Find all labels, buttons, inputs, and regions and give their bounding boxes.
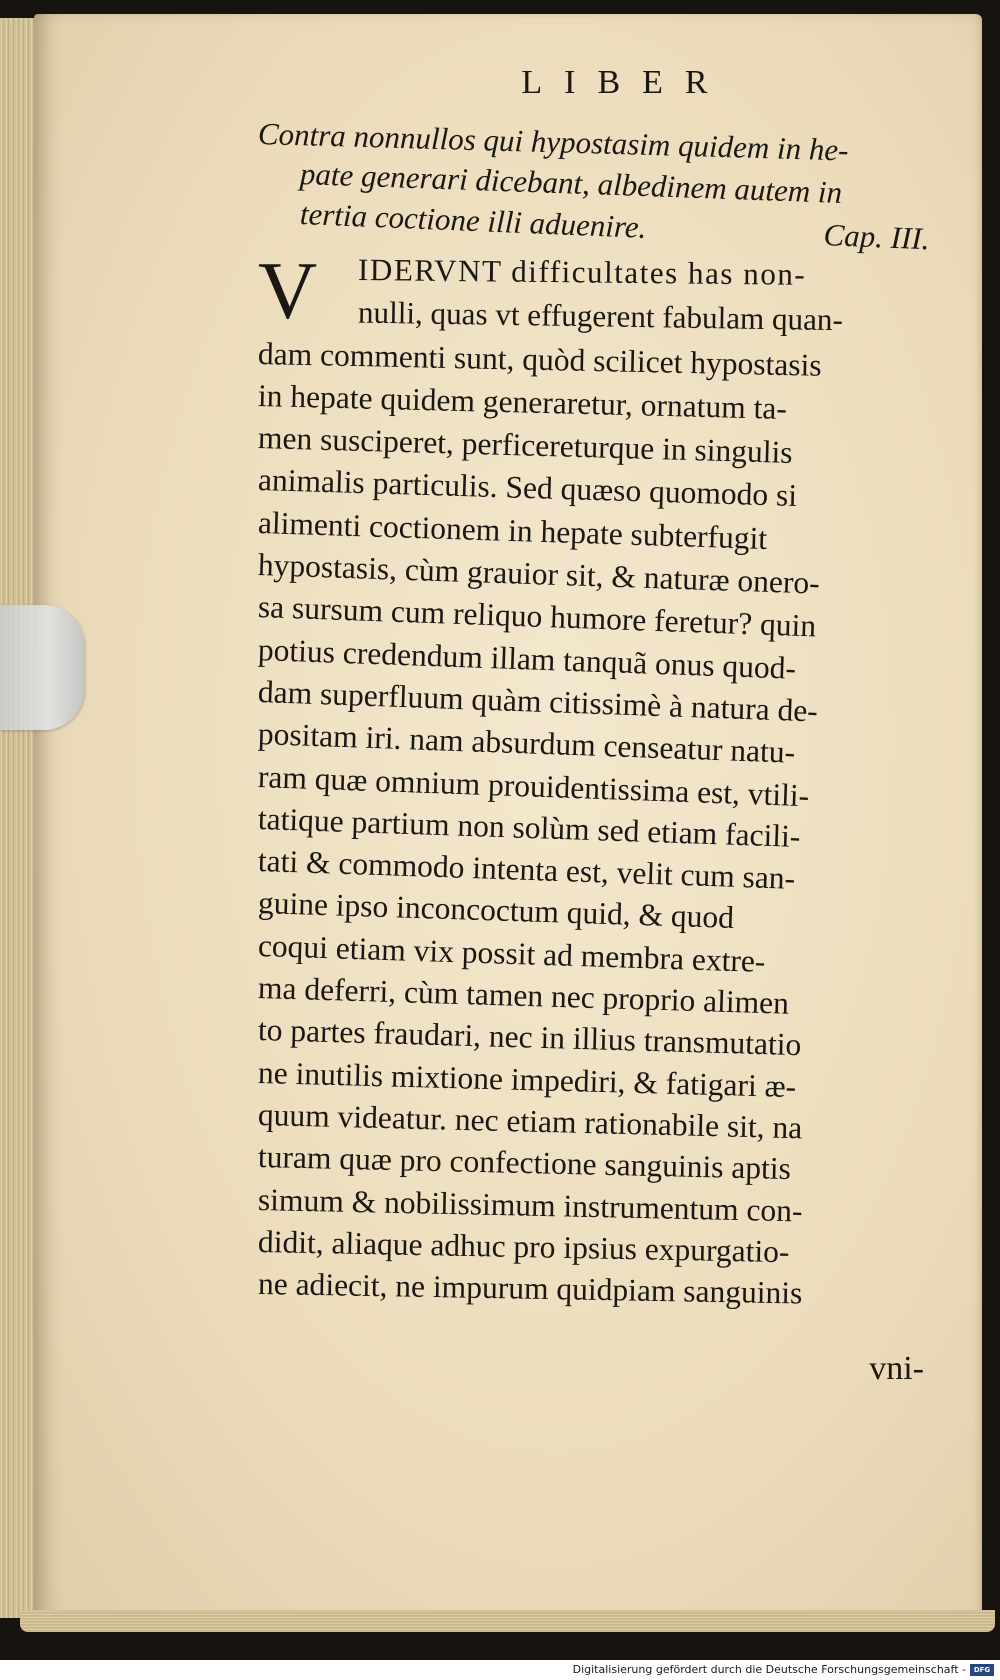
body-line: potius credendum illam tanquã onus quod- [257,631,797,686]
catchword: vni- [869,1350,924,1387]
body-line: turam quæ pro confectione sanguinis aptis [257,1139,792,1187]
body-line: men susciperet, perficereturque in singulis [257,420,794,471]
body-line: hypostasis, cùm grauior sit, & naturæ onero- [257,547,821,601]
body-line: tatique partium non solùm sed etiam facili- [257,800,801,854]
running-head: LIBER [521,64,730,101]
body-line: IDERVNT difficultates has non- [357,252,807,292]
body-line: nulli, quas vt effugerent fabulam quan- [357,294,844,338]
body-line: animalis particulis. Sed quæso quomodo si [257,462,798,514]
body-line: dam superfluum quàm citissimè à natura de- [257,673,819,729]
body-line: ram quæ omnium prouidentissima est, vtili- [257,758,810,813]
body-line: dam commenti sunt, quòd scilicet hypostasis [257,335,822,383]
dfg-logo: DFG [970,1664,994,1676]
body-line: to partes fraudari, nec in illius transmutatio [257,1012,802,1063]
body-line: ma deferri, cùm tamen nec proprio alimen [257,970,790,1021]
body-text [257,245,948,1311]
page-text [257,55,948,1311]
page-clip-tab [0,605,84,730]
body-line: quum videatur. nec etiam rationabile sit, na [257,1096,803,1146]
body-line: sa sursum cum reliquo humore feretur? quin [257,589,817,644]
chapter-title [257,114,948,257]
body-line: ne adiecit, ne impurum quidpiam sanguinis [257,1266,803,1311]
body-line: didit, aliaque adhuc pro ipsius expurgatio- [257,1223,790,1270]
body-line: tati & commodo intenta est, velit cum san- [257,843,796,896]
footer-credit: Digitalisierung gefördert durch die Deutsche Forschungsgemeinschaft - [572,1663,966,1676]
chapter-title-line-text: tertia coctione illi aduenire. [299,196,648,245]
initial-letter: V [258,245,318,336]
chapter-title-line: Contra nonnullos qui hypostasim quidem in he- [257,116,849,168]
chapter-title-line: pate generari dicebant, albedinem autem in [299,156,843,210]
chapter-label: Cap. III. [822,217,931,257]
body-line: alimenti coctionem in hepate subterfugit [257,504,768,556]
body-line: simum & nobilissimum instrumentum con- [257,1181,803,1228]
body-line: ne inutilis mixtione impediri, & fatigari æ- [257,1054,797,1104]
body-line: in hepate quidem generaretur, ornatum ta- [257,377,788,426]
page-bottom-edges [20,1610,995,1632]
body-line: coqui etiam vix possit ad membra extre- [257,927,766,979]
body-line: positam iri. nam absurdum censeatur natu- [257,716,796,771]
body-line: guine ipso inconcoctum quid, & quod [257,885,735,936]
footer-bar [0,1660,1000,1680]
